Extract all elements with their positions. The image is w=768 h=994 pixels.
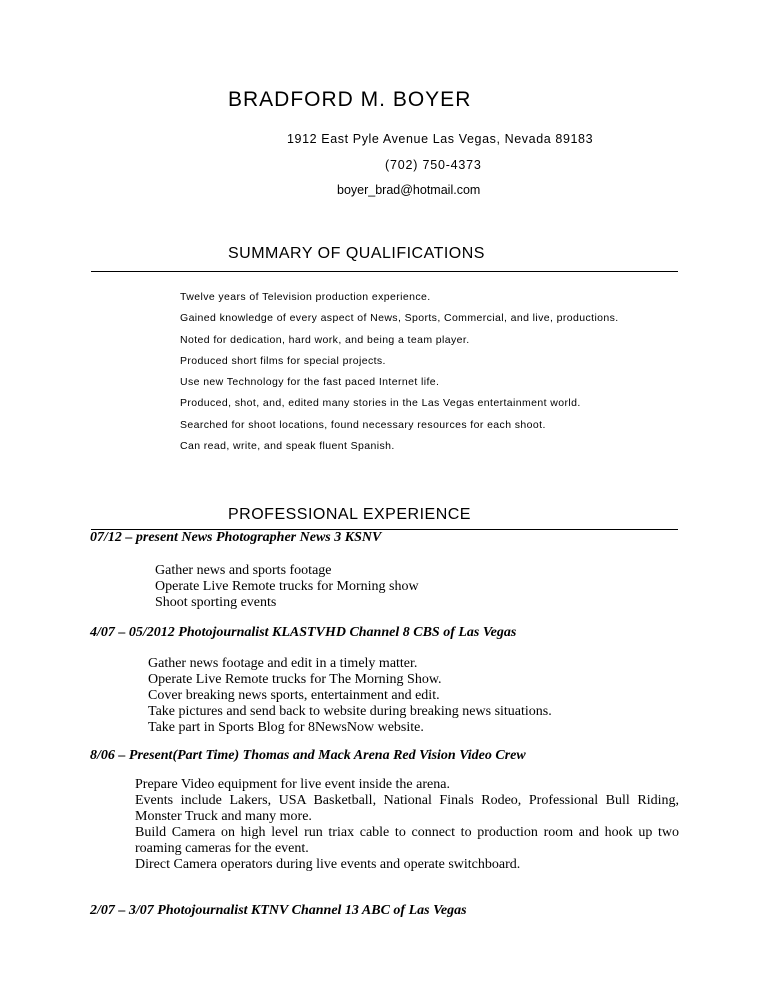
summary-item: Gained knowledge of every aspect of News, Sports, Commercial, and live, productions. xyxy=(180,312,619,325)
job-duties-klas xyxy=(148,656,552,736)
duty-item: Operate Live Remote trucks for The Morning Show. xyxy=(148,672,442,687)
duty-item: Events include Lakers, USA Basketball, National Finals Rodeo, Professional Bull Riding, Monster Truck and many more. xyxy=(135,793,679,824)
address-line: 1912 East Pyle Avenue Las Vegas, Nevada 89183 xyxy=(287,132,594,146)
duty-item: Direct Camera operators during live events and operate switchboard. xyxy=(135,857,521,872)
email-address[interactable]: boyer_brad@hotmail.com xyxy=(337,183,481,197)
duty-item: Shoot sporting events xyxy=(155,595,277,610)
duty-item: Cover breaking news sports, entertainment and edit. xyxy=(148,688,440,703)
phone-number: (702) 750-4373 xyxy=(385,158,482,172)
job-title-ktnv: 2/07 – 3/07 Photojournalist KTNV Channel 13 ABC of Las Vegas xyxy=(90,903,467,918)
duty-item: Operate Live Remote trucks for Morning show xyxy=(155,579,419,594)
summary-item: Searched for shoot locations, found necessary resources for each shoot. xyxy=(180,418,546,431)
job-duties-ksnv xyxy=(155,563,419,611)
summary-item: Can read, write, and speak fluent Spanish. xyxy=(180,440,395,453)
duty-item: Take part in Sports Blog for 8NewsNow website. xyxy=(148,720,424,735)
summary-item: Produced short films for special projects. xyxy=(180,354,386,367)
section-divider xyxy=(91,271,678,272)
job-duties-thomas-mack xyxy=(135,777,679,873)
duty-item: Gather news footage and edit in a timely matter. xyxy=(148,656,418,671)
summary-heading: SUMMARY OF QUALIFICATIONS xyxy=(228,245,485,262)
job-title-klas: 4/07 – 05/2012 Photojournalist KLASTVHD Channel 8 CBS of Las Vegas xyxy=(90,625,517,640)
summary-item: Produced, shot, and, edited many stories in the Las Vegas entertainment world. xyxy=(180,397,581,410)
summary-item: Noted for dedication, hard work, and being a team player. xyxy=(180,333,470,346)
duty-item: Build Camera on high level run triax cable to connect to production room and hook up two roaming cameras for the event. xyxy=(135,825,679,856)
job-title-ksnv: 07/12 – present News Photographer News 3 KSNV xyxy=(90,530,382,545)
summary-item: Twelve years of Television production experience. xyxy=(180,291,431,303)
summary-list xyxy=(180,290,619,460)
experience-heading: PROFESSIONAL EXPERIENCE xyxy=(228,506,471,523)
job-title-thomas-mack: 8/06 – Present(Part Time) Thomas and Mack Arena Red Vision Video Crew xyxy=(90,748,526,763)
duty-item: Gather news and sports footage xyxy=(155,563,332,578)
duty-item: Prepare Video equipment for live event inside the arena. xyxy=(135,777,450,792)
summary-item: Use new Technology for the fast paced Internet life. xyxy=(180,376,440,389)
resume-name: BRADFORD M. BOYER xyxy=(228,88,472,111)
duty-item: Take pictures and send back to website during breaking news situations. xyxy=(148,704,552,719)
